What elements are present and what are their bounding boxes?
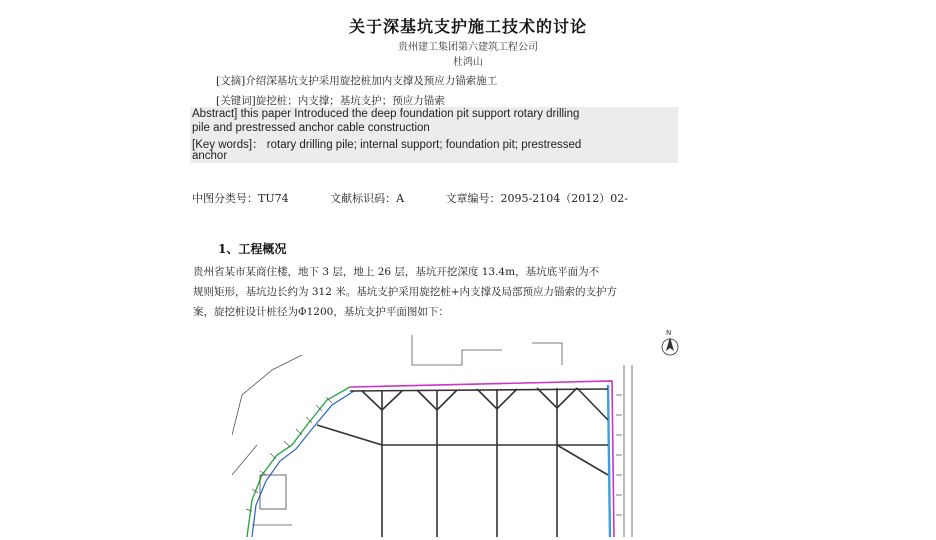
site-outline (232, 335, 632, 537)
paragraph-line-3: 案，旋挖桩设计桩径为Φ1200，基坑支护平面图如下： (193, 306, 449, 318)
internal-support-struts (317, 388, 608, 537)
article-number: 文章编号：2095-2104（2012）02- (445, 192, 628, 205)
paragraph-line-1: 贵州省某市某商住楼，地下 3 层，地上 26 层，基坑开挖深度 13.4m，基坑底平面为不 (193, 266, 600, 278)
pile-ticks (246, 395, 622, 515)
pit-boundary-left-blue (252, 391, 354, 537)
document-code: 文献标识码：A (330, 192, 405, 205)
foundation-pit-plan-drawing (232, 325, 684, 537)
abstract-cn: [文摘]介绍深基坑支护采用旋挖桩加内支撑及预应力锚索施工 (216, 75, 498, 87)
classification-line (192, 190, 666, 206)
section-heading: 1、工程概况 (218, 242, 287, 256)
abstract-en-line2: pile and prestressed anchor cable construction (192, 122, 430, 134)
paper-title: 关于深基坑支护施工技术的讨论 (348, 17, 587, 36)
keywords-cn: [关键词]旋挖桩；内支撑；基坑支护；预应力锚索 (216, 95, 445, 107)
existing-building (260, 475, 286, 509)
keywords-en-line2: anchor (192, 150, 228, 162)
pit-boundary-right (608, 385, 610, 537)
pit-boundary-left-green (247, 387, 350, 537)
pit-boundary-top (350, 381, 614, 537)
paragraph-line-2: 规则矩形，基坑边长约为 312 米。基坑支护采用旋挖桩+内支撑及局部预应力锚索的支护方 (193, 286, 618, 298)
author-affiliation: 贵州建工集团第六建筑工程公司 (398, 42, 538, 53)
abstract-en-line1: Abstract] this paper Introduced the deep foundation pit support rotary drilling (192, 108, 580, 120)
north-arrow-icon (662, 329, 678, 355)
north-label: N (666, 329, 672, 337)
author-name: 杜鸿山 (453, 57, 483, 68)
keywords-en-line1: [Key words]： rotary drilling pile; internal support; foundation pit; prestressed (192, 139, 582, 151)
clc-number: 中图分类号：TU74 (192, 192, 289, 205)
